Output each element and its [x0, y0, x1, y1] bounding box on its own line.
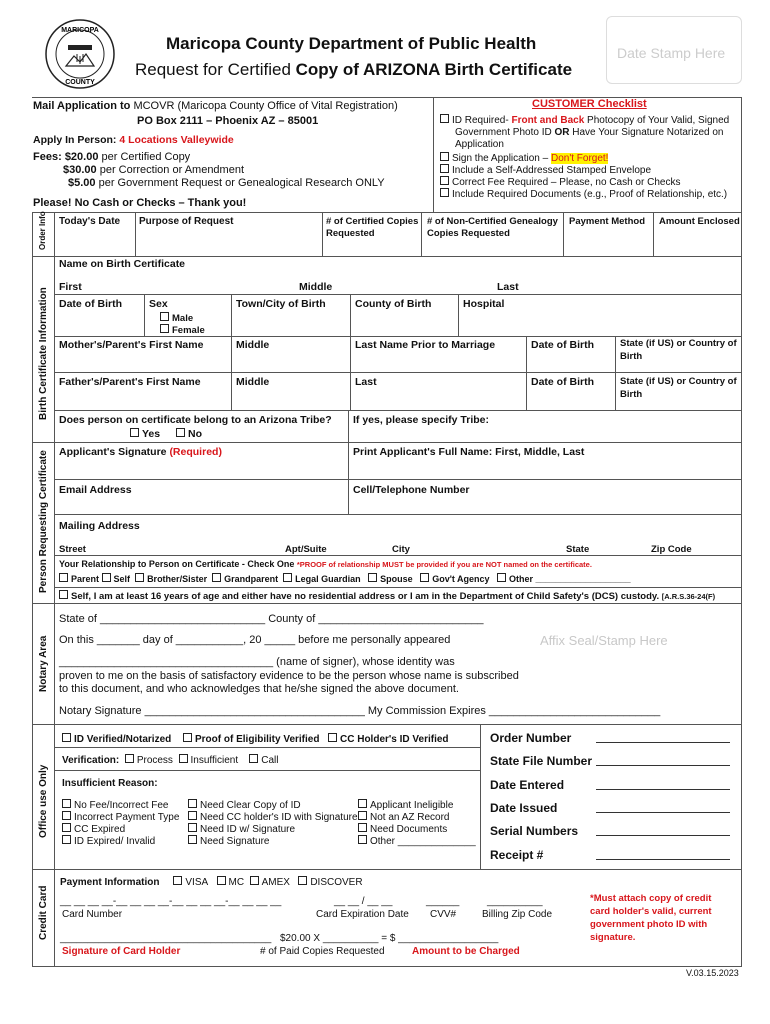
col-line	[231, 294, 232, 336]
row-line	[54, 372, 742, 373]
card-number-label: Card Number	[62, 909, 123, 920]
date-stamp-box	[606, 16, 742, 84]
checkbox[interactable]	[173, 876, 182, 885]
checklist-title: CUSTOMER Checklist	[532, 98, 647, 110]
checkbox[interactable]	[125, 754, 134, 763]
checklist-item-5[interactable]	[440, 188, 727, 201]
mail-to	[33, 100, 398, 112]
rel-parent-option[interactable]	[59, 574, 99, 584]
checkbox[interactable]	[179, 754, 188, 763]
checklist-emph: OR	[554, 127, 570, 138]
option-label: Gov't Agency	[432, 574, 490, 584]
father-dob-label: Date of Birth	[531, 376, 594, 388]
fee-3-amount: $5.00	[68, 177, 96, 189]
checkbox[interactable]	[188, 823, 197, 832]
purpose-label: Purpose of Request	[139, 216, 234, 227]
option-label: Need Clear Copy of ID	[200, 800, 301, 811]
tribe-question: Does person on certificate belong to an Arizona Tribe?	[59, 414, 332, 426]
middle-label: Middle	[299, 281, 333, 293]
billing-zip-mask[interactable]: __________	[487, 896, 543, 907]
option-label: Self, I am at least 16 years of age and either have no residential address or I am in the Department of Child Safety's (DCS) custody.	[71, 591, 660, 602]
mother-first-label: Mother's/Parent's First Name	[59, 339, 204, 351]
checkbox[interactable]	[102, 573, 111, 582]
label-text: Applicant's Signature	[59, 446, 170, 458]
checklist-emph: Front and Back	[511, 115, 585, 126]
card-exp-label: Card Expiration Date	[316, 909, 409, 920]
rel-sibling-option[interactable]	[135, 574, 207, 584]
option-label: Need Documents	[370, 824, 448, 835]
card-exp-mask[interactable]: __ __ / __ __	[334, 896, 393, 907]
checklist-item-1-line2	[455, 127, 724, 139]
checkbox[interactable]	[212, 573, 221, 582]
section-order-info: Order Info	[38, 211, 47, 250]
reason-12[interactable]	[358, 835, 476, 848]
paid-copies-label: # of Paid Copies Requested	[260, 946, 385, 957]
option-label: Need CC holder's ID with Signature	[200, 812, 358, 823]
label-text: Your Relationship to Person on Certificate - Check One	[59, 559, 297, 569]
mail-to-value: MCOVR (Maricopa County Office of Vital Registration)	[133, 100, 398, 112]
rel-self-option[interactable]	[102, 574, 131, 584]
zip-label: Zip Code	[651, 544, 692, 555]
section-birth-info: Birth Certificate Information	[38, 287, 49, 420]
receipt-label: Receipt #	[490, 848, 544, 862]
checkbox[interactable]	[358, 823, 367, 832]
checklist-text: Include a Self-Addressed Stamped Envelope	[452, 165, 652, 176]
noncertified-label: # of Non-Certified Genealogy	[427, 216, 558, 227]
checkbox[interactable]	[183, 733, 192, 742]
option-label: Need ID w/ Signature	[200, 824, 296, 835]
relationship-label	[59, 558, 592, 571]
option-label: MC	[228, 877, 245, 888]
notary-proven-2: to this document, and who acknowledges that he/she signed the above document.	[59, 683, 459, 695]
svg-text:COUNTY: COUNTY	[65, 79, 95, 86]
option-label: ID Verified/Notarized	[74, 734, 172, 745]
date-issued-label: Date Issued	[490, 801, 558, 815]
town-label: Town/City of Birth	[236, 298, 326, 310]
page-title: Maricopa County Department of Public Health	[166, 34, 537, 53]
street-label: Street	[59, 544, 86, 555]
state-label: State	[566, 544, 590, 555]
verify-insufficient-option[interactable]	[179, 755, 239, 766]
city-label: City	[392, 544, 410, 555]
credit-top	[32, 869, 742, 870]
order-top	[32, 212, 742, 213]
proof-eligibility-option[interactable]	[183, 733, 319, 746]
cc-note-1: *Must attach copy of credit	[590, 893, 712, 904]
card-discover-option[interactable]	[298, 877, 362, 888]
option-label: Need Signature	[200, 836, 270, 847]
cc-note-3: government photo ID with	[590, 919, 708, 930]
dob-label: Date of Birth	[59, 298, 122, 310]
birth-top	[32, 256, 742, 257]
reason-4[interactable]	[62, 835, 155, 848]
checkbox[interactable]	[440, 152, 449, 161]
notary-signature-line: Notary Signature ____________________________________ My Commission Expires ____________________________	[59, 705, 661, 717]
father-first-label: Father's/Parent's First Name	[59, 376, 201, 388]
row-line	[54, 294, 742, 295]
mother-middle-label: Middle	[236, 339, 270, 351]
fee-2-amount: $30.00	[63, 164, 97, 176]
subtitle-bold: Copy of ARIZONA Birth Certificate	[295, 60, 573, 79]
checkbox[interactable]	[358, 811, 367, 820]
office-divider	[480, 724, 481, 869]
tribe-specify-label: If yes, please specify Tribe:	[353, 414, 489, 426]
serial-numbers-label: Serial Numbers	[490, 824, 579, 838]
required-tag: (Required)	[169, 446, 222, 458]
cardholder-signature-label: Signature of Card Holder	[62, 946, 181, 957]
county-seal	[44, 18, 116, 90]
option-label: Applicant Ineligible	[370, 800, 454, 811]
verify-call-option[interactable]	[249, 755, 278, 766]
option-label: Insufficient	[190, 755, 239, 766]
applicant-signature-label	[59, 446, 222, 458]
rel-gov-option[interactable]	[420, 574, 489, 584]
checkbox[interactable]	[135, 573, 144, 582]
apply-in-person-value: 4 Locations Valleywide	[119, 134, 234, 146]
checkbox[interactable]	[497, 573, 506, 582]
payment-info-row	[60, 876, 363, 889]
checkbox[interactable]	[188, 835, 197, 844]
checkbox[interactable]	[59, 590, 68, 599]
checklist-text: Correct Fee Required – Please, no Cash or Checks	[452, 177, 681, 188]
payment-method-label: Payment Method	[569, 216, 646, 227]
self-16-option[interactable]	[59, 590, 715, 603]
option-label: Yes	[142, 428, 161, 440]
section-office-use: Office use Only	[38, 764, 49, 838]
checkbox[interactable]	[217, 876, 226, 885]
todays-date-label: Today's Date	[59, 216, 121, 227]
order-col	[563, 212, 564, 256]
office-row-line	[54, 770, 480, 771]
fee-3-text: per Government Request or Genealogical Research ONLY	[98, 177, 385, 189]
certified-copies-label-2: Requested	[326, 228, 375, 239]
billing-zip-label: Billing Zip Code	[482, 909, 553, 920]
col-line	[348, 410, 349, 442]
date-stamp-text: Date Stamp Here	[617, 45, 726, 61]
mail-checklist-divider	[433, 97, 434, 212]
checklist-emph: Don't Forget!	[550, 153, 609, 164]
option-label: Other ______________	[370, 836, 476, 847]
checkbox[interactable]	[358, 799, 367, 808]
office-row-line	[54, 747, 480, 748]
option-label: Grandparent	[224, 574, 279, 584]
hospital-label: Hospital	[463, 298, 505, 310]
col-line	[350, 294, 351, 336]
checkbox[interactable]	[358, 835, 367, 844]
option-label: Call	[261, 755, 279, 766]
notary-state-line: State of ___________________________ County of ___________________________	[59, 613, 484, 625]
insufficient-reason-label: Insufficient Reason:	[62, 778, 158, 789]
col-line	[231, 336, 232, 410]
amount-enclosed-label: Amount Enclosed	[659, 216, 740, 227]
checkbox[interactable]	[62, 799, 71, 808]
col-line	[526, 336, 527, 410]
rel-other-option[interactable]	[497, 574, 631, 584]
checkbox[interactable]	[62, 835, 71, 844]
option-label: Brother/Sister	[147, 574, 208, 584]
checkbox[interactable]	[160, 312, 169, 321]
reason-8[interactable]	[188, 835, 270, 848]
option-label: Spouse	[380, 574, 413, 584]
option-label: Proof of Eligibility Verified	[195, 734, 320, 745]
father-last-label: Last	[355, 376, 377, 388]
cc-note-4: signature.	[590, 932, 636, 943]
apply-in-person-label: Apply In Person:	[33, 134, 117, 146]
subtitle-normal: Request for Certified	[135, 60, 296, 79]
option-label: No Fee/Incorrect Fee	[74, 800, 169, 811]
option-label: VISA	[185, 877, 209, 888]
order-number-line[interactable]	[596, 742, 730, 743]
section-notary: Notary Area	[38, 635, 49, 692]
order-col	[653, 212, 654, 256]
checkbox[interactable]	[176, 428, 185, 437]
checkbox[interactable]	[250, 876, 259, 885]
receipt-line[interactable]	[596, 859, 730, 860]
checkbox[interactable]	[249, 754, 258, 763]
serial-numbers-line[interactable]	[596, 835, 730, 836]
state-file-label: State File Number	[490, 754, 593, 768]
fee-1-text: per Certified Copy	[101, 151, 191, 163]
option-label: DISCOVER	[310, 877, 363, 888]
mother-state-label: State (if US) or Country of	[620, 338, 737, 349]
col-line	[458, 294, 459, 336]
name-on-certificate-label: Name on Birth Certificate	[59, 258, 186, 270]
fee-1-amount: $20.00	[64, 151, 99, 163]
notary-name-line: ___________________________________ (name of signer), whose identity was	[59, 656, 455, 668]
option-label: Male	[172, 313, 194, 324]
option-label: Parent	[71, 574, 100, 584]
option-label: Process	[136, 755, 173, 766]
checkbox[interactable]	[160, 324, 169, 333]
email-label: Email Address	[59, 484, 132, 496]
po-box: PO Box 2111 – Phoenix AZ – 85001	[137, 115, 319, 127]
col-line	[144, 294, 145, 336]
option-label: Incorrect Payment Type	[74, 812, 180, 823]
checkbox[interactable]	[368, 573, 377, 582]
version-label: V.03.15.2023	[686, 968, 739, 978]
section-credit-card: Credit Card	[38, 885, 49, 940]
father-state-label-2: Birth	[620, 389, 643, 400]
amount-charged-label: Amount to be Charged	[412, 946, 520, 957]
fee-1	[33, 151, 190, 163]
card-visa-option[interactable]	[173, 877, 208, 888]
affix-seal-text: Affix Seal/Stamp Here	[540, 633, 668, 648]
proof-note: *PROOF of relationship MUST be provided if you are NOT named on the certificate.	[296, 560, 592, 569]
checkbox[interactable]	[188, 811, 197, 820]
noncertified-label-2: Copies Requested	[427, 228, 510, 239]
rel-guardian-option[interactable]	[283, 574, 361, 584]
checkbox[interactable]	[440, 188, 449, 197]
rel-grandparent-option[interactable]	[212, 574, 278, 584]
father-state-label: State (if US) or Country of	[620, 376, 737, 387]
row-line	[54, 479, 742, 480]
order-col	[135, 212, 136, 256]
order-number-label: Order Number	[490, 731, 572, 745]
date-entered-label: Date Entered	[490, 778, 565, 792]
option-label: Not an AZ Record	[370, 812, 450, 823]
frame-left	[32, 212, 33, 967]
col-line	[350, 336, 351, 410]
father-middle-label: Middle	[236, 376, 270, 388]
section-person-requesting: Person Requesting Certificate	[38, 450, 49, 593]
checkbox[interactable]	[298, 876, 307, 885]
requester-top	[32, 442, 742, 443]
option-label: CC Holder's ID Verified	[340, 734, 449, 745]
date-entered-line[interactable]	[596, 789, 730, 790]
checklist-text: ID Required-	[452, 115, 512, 126]
card-amex-option[interactable]	[250, 877, 290, 888]
mother-dob-label: Date of Birth	[531, 339, 594, 351]
option-label: Female	[172, 325, 205, 336]
last-label: Last	[497, 281, 519, 293]
tribe-no-option[interactable]	[176, 428, 202, 440]
checkbox[interactable]	[130, 428, 139, 437]
price-calc-line[interactable]: $20.00 X __________ = $ __________________	[280, 933, 499, 944]
checkbox[interactable]	[420, 573, 429, 582]
order-col	[421, 212, 422, 256]
checkbox[interactable]	[188, 799, 197, 808]
apt-label: Apt/Suite	[285, 544, 327, 555]
office-top	[32, 724, 742, 725]
apply-in-person	[33, 134, 234, 146]
label-col-line	[54, 212, 55, 967]
row-line	[54, 555, 742, 556]
rel-spouse-option[interactable]	[368, 574, 413, 584]
svg-text:MARICOPA: MARICOPA	[61, 27, 99, 34]
frame-bottom	[32, 966, 742, 967]
frame-right	[741, 97, 742, 967]
option-label: Other ___________________	[509, 574, 631, 584]
mother-state-label-2: Birth	[620, 351, 643, 362]
notary-on-this: On this _______ day of ___________, 20 _____ before me personally appeared	[59, 634, 451, 646]
date-issued-line[interactable]	[596, 812, 730, 813]
checkbox[interactable]	[59, 573, 68, 582]
option-label: CC Expired	[74, 824, 126, 835]
checkbox[interactable]	[440, 176, 449, 185]
notary-proven-1: proven to me on the basis of satisfactory evidence to be the person whose name is subscribed	[59, 670, 519, 682]
print-name-label: Print Applicant's Full Name: First, Middle, Last	[353, 446, 585, 458]
card-number-mask[interactable]: __ __ __ __-__ __ __ __-__ __ __ __-__ __ __ __	[60, 896, 282, 907]
option-label: Legal Guardian	[295, 574, 361, 584]
row-line	[54, 336, 742, 337]
fee-2	[63, 164, 244, 176]
mailing-address-label: Mailing Address	[59, 520, 140, 532]
card-mc-option[interactable]	[217, 877, 245, 888]
certified-copies-label: # of Certified Copies	[326, 216, 419, 227]
state-file-line[interactable]	[596, 765, 730, 766]
checkbox[interactable]	[440, 114, 449, 123]
col-line	[348, 442, 349, 514]
label-text: Verification:	[62, 755, 120, 766]
sex-label: Sex	[149, 298, 168, 310]
cvv-label: CVV#	[430, 909, 457, 920]
cc-holder-option[interactable]	[328, 733, 449, 746]
checklist-text: Include Required Documents (e.g., Proof of Relationship, etc.)	[452, 189, 728, 200]
row-line	[54, 410, 742, 411]
option-label: No	[188, 428, 202, 440]
row-line	[54, 587, 742, 588]
checkbox[interactable]	[283, 573, 292, 582]
mail-to-label: Mail Application to	[33, 100, 131, 112]
verify-process-option[interactable]	[125, 755, 173, 766]
checklist-item-1[interactable]	[440, 114, 729, 127]
option-label: ID Expired/ Invalid	[74, 836, 156, 847]
checkbox[interactable]	[62, 733, 71, 742]
row-line	[54, 514, 742, 515]
fee-3	[68, 177, 385, 189]
tribe-yes-option[interactable]	[130, 428, 160, 440]
checklist-text: Government Photo ID	[455, 127, 555, 138]
option-label: AMEX	[261, 877, 290, 888]
checklist-text: Photocopy of Your Valid, Signed	[584, 115, 730, 126]
cardholder-signature-line[interactable]: ______________________________________	[60, 933, 272, 944]
phone-label: Cell/Telephone Number	[353, 484, 470, 496]
checkbox[interactable]	[62, 823, 71, 832]
no-cash-note: Please! No Cash or Checks – Thank you!	[33, 197, 247, 209]
first-label: First	[59, 281, 82, 293]
cc-note-2: card holder's valid, current	[590, 906, 712, 917]
notary-top	[32, 603, 742, 604]
checkbox[interactable]	[328, 733, 337, 742]
verification-row	[62, 754, 278, 767]
option-label: Self	[113, 574, 131, 584]
checklist-item-1-line3: Application	[455, 139, 504, 150]
fee-2-text: per Correction or Amendment	[99, 164, 245, 176]
mother-last-label: Last Name Prior to Marriage	[355, 339, 496, 351]
checklist-text: Have Your Signature Notarized on	[569, 127, 724, 138]
page-subtitle	[135, 60, 572, 80]
checklist-text: Sign the Application –	[452, 153, 551, 164]
fees-label: Fees:	[33, 151, 62, 163]
cvv-mask[interactable]: ______	[426, 896, 460, 907]
relationship-options	[59, 573, 631, 585]
order-col	[322, 212, 323, 256]
county-label: County of Birth	[355, 298, 432, 310]
label-text: Payment Information	[60, 877, 160, 888]
checkbox[interactable]	[62, 811, 71, 820]
statute-ref: [A.R.S.36-24(F)	[661, 592, 716, 601]
col-line	[615, 336, 616, 410]
id-verified-option[interactable]	[62, 733, 171, 746]
checkbox[interactable]	[440, 164, 449, 173]
